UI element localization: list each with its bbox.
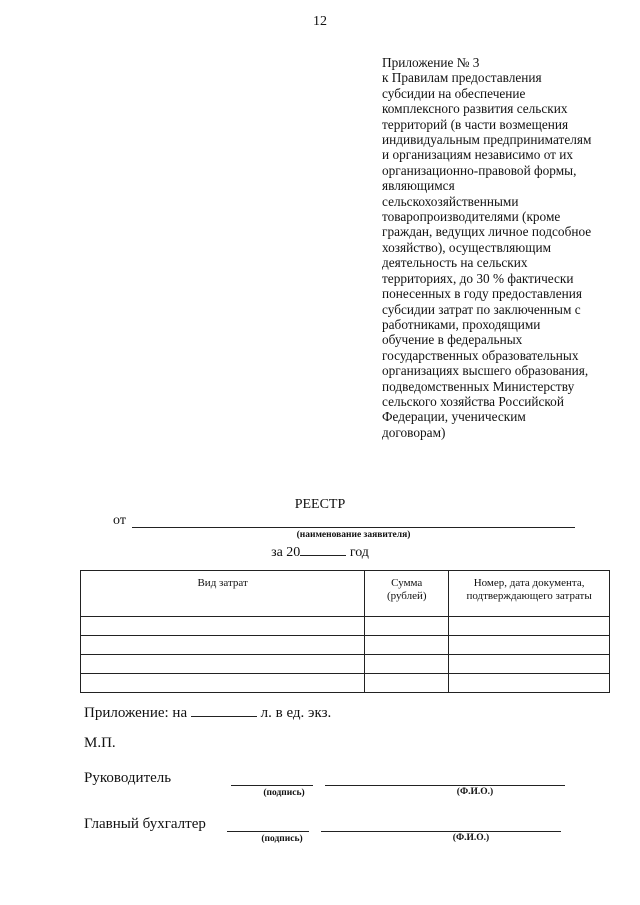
name-line-director	[325, 784, 565, 786]
appendix-line: организациях высшего образования,	[382, 363, 589, 379]
table-cell	[449, 655, 610, 674]
year-suffix: год	[349, 545, 369, 560]
table-cell	[365, 636, 449, 655]
appendix-line: понесенных в году предоставления	[382, 286, 582, 302]
appendix-line: обучение в федеральных	[382, 332, 523, 348]
attachment-suffix: л. в ед. экз.	[260, 705, 332, 721]
appendix-line: к Правилам предоставления	[382, 70, 542, 86]
table-cell	[449, 674, 610, 693]
table-row	[81, 655, 610, 674]
appendix-line: товаропроизводителями (кроме	[382, 209, 561, 225]
table-cell	[81, 674, 365, 693]
header-document: Номер, дата документа, подтверждающего затраты	[449, 571, 610, 617]
table-row	[81, 617, 610, 636]
table-cell	[365, 674, 449, 693]
year-line	[0, 543, 640, 561]
stamp-placeholder: М.П.	[84, 735, 116, 751]
appendix-line: индивидуальным предпринимателям	[382, 132, 592, 148]
appendix-line: хозяйство), осуществляющим	[382, 239, 551, 255]
appendix-line: являющимся	[382, 178, 455, 194]
table-cell	[449, 617, 610, 636]
appendix-line: государственных образовательных	[382, 347, 579, 363]
table-cell	[81, 617, 365, 636]
signature-label-director: Руководитель	[84, 770, 172, 786]
appendix-line: Федерации, ученическим	[382, 409, 526, 425]
header-amount: Сумма (рублей)	[365, 571, 449, 617]
signature-line-director	[231, 784, 313, 786]
appendix-line: комплексного развития сельских	[382, 101, 568, 117]
signature-line-accountant	[227, 830, 309, 832]
table-cell	[365, 655, 449, 674]
table-cell	[449, 636, 610, 655]
attachment-prefix: Приложение: на	[84, 705, 188, 721]
appendix-line: территориях, до 30 % фактически	[382, 270, 574, 286]
name-line-accountant	[321, 830, 561, 832]
applicant-name-line	[132, 527, 575, 528]
appendix-line: субсидии затрат по заключенным с	[382, 301, 581, 317]
appendix-line: сельского хозяйства Российской	[382, 393, 564, 409]
attachment-pages-blank	[191, 704, 257, 717]
signature-caption-director: (подпись)	[263, 788, 305, 798]
attachment-line	[84, 704, 331, 722]
header-expense-type: Вид затрат	[81, 571, 365, 617]
appendix-header	[382, 55, 622, 440]
from-label: от	[113, 513, 126, 528]
page-number: 12	[313, 14, 327, 29]
signature-caption-accountant: (подпись)	[261, 834, 303, 844]
table-row	[81, 636, 610, 655]
appendix-line: сельскохозяйственными	[382, 193, 519, 209]
appendix-line: и организациям независимо от их	[382, 147, 574, 163]
name-caption-director: (Ф.И.О.)	[456, 787, 494, 797]
appendix-line: территорий (в части возмещения	[382, 116, 569, 132]
appendix-line: организационно-правовой формы,	[382, 162, 577, 178]
table-cell	[365, 617, 449, 636]
table-header-row	[81, 571, 610, 617]
table-row	[81, 674, 610, 693]
registry-title: РЕЕСТР	[294, 497, 346, 512]
appendix-line: подведомственных Министерству	[382, 378, 575, 394]
name-caption-accountant: (Ф.И.О.)	[452, 833, 490, 843]
appendix-line: субсидии на обеспечение	[382, 85, 526, 101]
signature-label-accountant: Главный бухгалтер	[84, 816, 206, 832]
table-cell	[81, 655, 365, 674]
appendix-line: деятельность на сельских	[382, 255, 528, 271]
appendix-line: Приложение № 3	[382, 55, 480, 70]
applicant-name-caption: (наименование заявителя)	[296, 530, 411, 540]
appendix-line: граждан, ведущих личное подсобное	[382, 224, 592, 240]
appendix-line: работниками, проходящими	[382, 316, 541, 332]
table-cell	[81, 636, 365, 655]
year-prefix: за 20	[271, 545, 301, 560]
registry-table	[80, 570, 610, 693]
appendix-line: договорам)	[382, 424, 446, 440]
year-blank	[300, 543, 346, 556]
